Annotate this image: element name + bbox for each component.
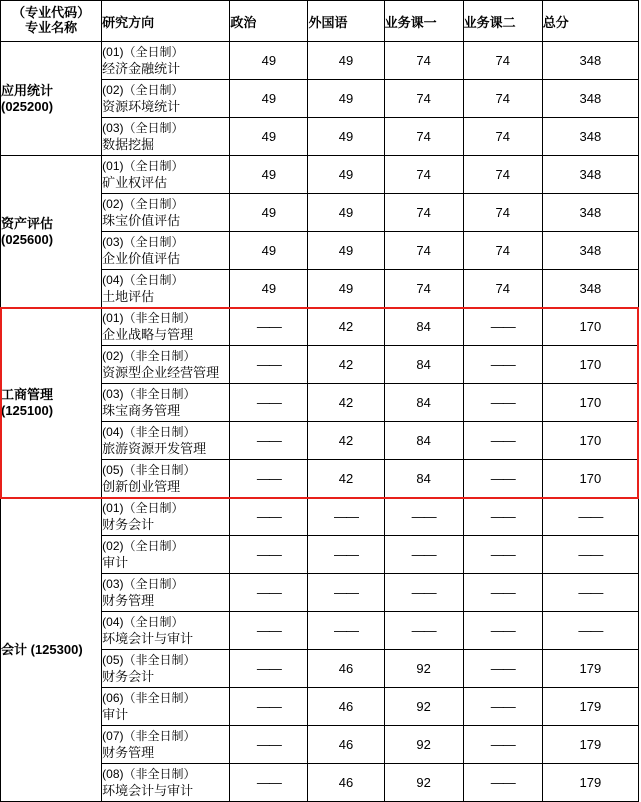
header-business2: 业务课二 [463,1,542,42]
total-score: —— [542,536,638,574]
direction-cell [102,42,230,80]
total-score: —— [542,498,638,536]
table-body [1,42,639,802]
header-total: 总分 [542,1,638,42]
business2-score: 74 [463,118,542,156]
politics-score: —— [230,460,308,498]
direction-cell [102,118,230,156]
direction-cell [102,574,230,612]
direction-cell [102,650,230,688]
direction-cell [102,270,230,308]
business2-score: 74 [463,194,542,232]
business1-score: —— [384,612,463,650]
politics-score: —— [230,688,308,726]
total-score: 348 [542,270,638,308]
business2-score: —— [463,650,542,688]
direction-code: (05)（非全日制） [102,462,196,477]
politics-score: —— [230,384,308,422]
foreign-score: —— [308,498,384,536]
header-business1: 业务课一 [384,1,463,42]
table-row [1,156,639,194]
direction-cell [102,232,230,270]
major-name-line1: 应用统计 [1,82,54,98]
direction-cell [102,460,230,498]
business2-score: 74 [463,270,542,308]
major-name-cell [1,308,102,498]
business1-score: 74 [384,80,463,118]
politics-score: —— [230,612,308,650]
business2-score: 74 [463,42,542,80]
business2-score: —— [463,764,542,802]
business1-score: 74 [384,156,463,194]
foreign-score: 49 [308,118,384,156]
total-score: 179 [542,764,638,802]
business2-score: —— [463,726,542,764]
total-score: 348 [542,194,638,232]
politics-score: —— [230,726,308,764]
politics-score: —— [230,308,308,346]
foreign-score: —— [308,574,384,612]
business1-score: 74 [384,42,463,80]
direction-code: (06)（非全日制） [102,690,196,705]
direction-cell [102,194,230,232]
direction-cell [102,688,230,726]
business1-score: —— [384,498,463,536]
header-foreign: 外国语 [308,1,384,42]
politics-score: 49 [230,194,308,232]
direction-cell [102,536,230,574]
foreign-score: 42 [308,308,384,346]
major-name-line1: 会计 (125300) [1,641,83,657]
major-name-cell [1,498,102,802]
total-score: —— [542,574,638,612]
major-code-line2: (025200) [1,98,54,114]
total-score: 170 [542,346,638,384]
business1-score: 92 [384,688,463,726]
foreign-score: 42 [308,346,384,384]
foreign-score: 49 [308,194,384,232]
total-score: 179 [542,650,638,688]
politics-score: —— [230,764,308,802]
foreign-score: 46 [308,688,384,726]
business1-score: 74 [384,232,463,270]
direction-name: 财务会计 [102,516,155,532]
direction-cell [102,308,230,346]
foreign-score: 46 [308,726,384,764]
direction-code: (03)（全日制） [102,120,184,135]
direction-code: (04)（全日制） [102,614,184,629]
direction-cell [102,764,230,802]
business2-score: 74 [463,80,542,118]
foreign-score: 49 [308,156,384,194]
direction-name: 企业战略与管理 [102,326,194,342]
direction-code: (01)（非全日制） [102,310,196,325]
politics-score: —— [230,650,308,688]
table-header [1,1,639,42]
direction-name: 经济金融统计 [102,60,181,76]
header-major [1,1,102,42]
direction-code: (08)（非全日制） [102,766,196,781]
direction-code: (01)（全日制） [102,500,184,515]
business2-score: —— [463,498,542,536]
foreign-score: —— [308,612,384,650]
table-row [1,308,639,346]
foreign-score: 42 [308,384,384,422]
politics-score: —— [230,536,308,574]
business1-score: 92 [384,764,463,802]
direction-code: (05)（非全日制） [102,652,196,667]
direction-name: 财务会计 [102,668,155,684]
business2-score: 74 [463,232,542,270]
foreign-score: 42 [308,460,384,498]
direction-name: 资源型企业经营管理 [102,364,220,380]
header-direction: 研究方向 [102,1,230,42]
politics-score: —— [230,574,308,612]
foreign-score: —— [308,536,384,574]
business1-score: 92 [384,650,463,688]
direction-name: 环境会计与审计 [102,782,194,798]
business1-score: 84 [384,422,463,460]
foreign-score: 46 [308,650,384,688]
politics-score: 49 [230,118,308,156]
total-score: 348 [542,118,638,156]
direction-code: (02)（全日制） [102,82,184,97]
direction-code: (07)（非全日制） [102,728,196,743]
direction-name: 环境会计与审计 [102,630,194,646]
direction-name: 土地评估 [102,288,155,304]
politics-score: —— [230,498,308,536]
foreign-score: 49 [308,270,384,308]
direction-name: 珠宝商务管理 [102,402,181,418]
direction-code: (04)（非全日制） [102,424,196,439]
direction-cell [102,422,230,460]
direction-name: 审计 [102,554,129,570]
total-score: —— [542,612,638,650]
total-score: 348 [542,156,638,194]
business2-score: —— [463,384,542,422]
major-code-line2: (025600) [1,231,54,247]
major-name-line1: 工商管理 [1,386,54,402]
direction-code: (03)（全日制） [102,576,184,591]
business1-score: 84 [384,384,463,422]
total-score: 348 [542,232,638,270]
direction-name: 财务管理 [102,744,155,760]
business2-score: —— [463,308,542,346]
total-score: 179 [542,726,638,764]
header-major-line1: （专业代码） [12,5,91,21]
foreign-score: 49 [308,42,384,80]
direction-cell [102,726,230,764]
business1-score: —— [384,536,463,574]
business2-score: —— [463,688,542,726]
total-score: 348 [542,42,638,80]
major-name-cell [1,42,102,156]
major-name-line1: 资产评估 [1,215,54,231]
total-score: 348 [542,80,638,118]
business1-score: 74 [384,118,463,156]
business1-score: 84 [384,346,463,384]
direction-name: 珠宝价值评估 [102,212,181,228]
header-major-line2: 专业名称 [25,20,78,35]
direction-code: (03)（全日制） [102,234,184,249]
table-row [1,498,639,536]
direction-name: 旅游资源开发管理 [102,440,207,456]
politics-score: 49 [230,156,308,194]
direction-cell [102,80,230,118]
direction-code: (02)（非全日制） [102,348,196,363]
direction-cell [102,498,230,536]
politics-score: 49 [230,232,308,270]
major-code-line2: (125100) [1,402,54,418]
total-score: 170 [542,308,638,346]
politics-score: —— [230,422,308,460]
business2-score: —— [463,574,542,612]
direction-cell [102,346,230,384]
direction-code: (03)（非全日制） [102,386,196,401]
business2-score: —— [463,346,542,384]
total-score: 170 [542,460,638,498]
header-row [1,1,639,42]
direction-name: 矿业权评估 [102,174,168,190]
foreign-score: 42 [308,422,384,460]
business2-score: —— [463,612,542,650]
direction-name: 财务管理 [102,592,155,608]
politics-score: 49 [230,42,308,80]
header-politics: 政治 [230,1,308,42]
foreign-score: 46 [308,764,384,802]
major-name-cell [1,156,102,308]
direction-code: (04)（全日制） [102,272,184,287]
direction-code: (01)（全日制） [102,44,184,59]
business1-score: 84 [384,308,463,346]
direction-code: (01)（全日制） [102,158,184,173]
direction-cell [102,384,230,422]
business2-score: —— [463,536,542,574]
business1-score: —— [384,574,463,612]
business1-score: 74 [384,194,463,232]
foreign-score: 49 [308,80,384,118]
foreign-score: 49 [308,232,384,270]
direction-name: 企业价值评估 [102,250,181,266]
direction-cell [102,612,230,650]
total-score: 170 [542,384,638,422]
business2-score: —— [463,422,542,460]
business1-score: 74 [384,270,463,308]
business2-score: 74 [463,156,542,194]
total-score: 179 [542,688,638,726]
direction-name: 资源环境统计 [102,98,181,114]
politics-score: 49 [230,270,308,308]
business2-score: —— [463,460,542,498]
business1-score: 84 [384,460,463,498]
direction-code: (02)（全日制） [102,196,184,211]
politics-score: 49 [230,80,308,118]
direction-name: 审计 [102,706,129,722]
business1-score: 92 [384,726,463,764]
direction-code: (02)（全日制） [102,538,184,553]
direction-name: 创新创业管理 [102,478,181,494]
politics-score: —— [230,346,308,384]
direction-name: 数据挖掘 [102,136,155,152]
table-row [1,42,639,80]
total-score: 170 [542,422,638,460]
direction-cell [102,156,230,194]
